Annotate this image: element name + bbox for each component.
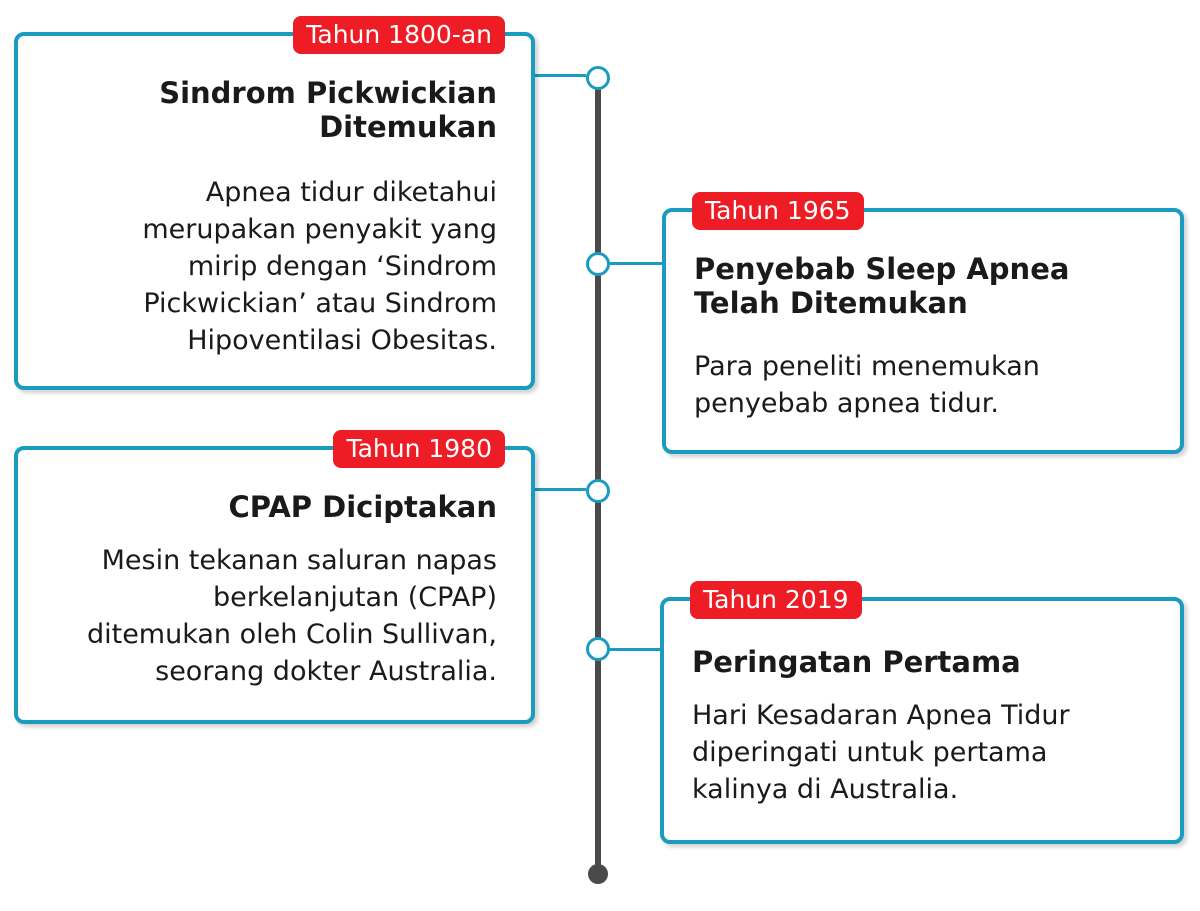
connector-1800an (531, 74, 586, 77)
event-title-line: Sindrom Pickwickian (159, 76, 497, 110)
event-card-1965 (662, 196, 1184, 454)
timeline-node-1800an (586, 66, 610, 90)
event-title (692, 645, 1021, 679)
event-desc-line: merupakan penyakit yang (142, 214, 497, 245)
event-description (692, 697, 1070, 808)
year-badge: Tahun 1965 (692, 192, 864, 230)
event-title-line: Peringatan Pertama (692, 645, 1021, 679)
timeline-node-1965 (586, 252, 610, 276)
year-badge: Tahun 1800-an (293, 16, 505, 54)
event-desc-line: Pickwickian’ atau Sindrom (143, 288, 497, 319)
event-title-line: Penyebab Sleep Apnea (694, 252, 1070, 286)
connector-2019 (606, 648, 666, 651)
event-card-2019 (660, 585, 1184, 844)
event-description (694, 348, 1040, 422)
event-card-1800an (14, 20, 535, 390)
event-desc-line: ditemukan oleh Colin Sullivan, (86, 619, 497, 650)
event-desc-line: mirip dengan ‘Sindrom (187, 251, 497, 282)
event-desc-line: Apnea tidur diketahui (205, 177, 497, 208)
event-title-line: CPAP Diciptakan (228, 490, 497, 524)
event-desc-line: Mesin tekanan saluran napas (101, 545, 497, 576)
timeline-node-1980 (586, 479, 610, 503)
event-title-line: Ditemukan (319, 110, 497, 144)
event-card-1980 (14, 434, 535, 724)
event-desc-line: penyebab apnea tidur. (694, 388, 999, 419)
event-desc-line: seorang dokter Australia. (155, 656, 497, 687)
event-title (159, 76, 497, 144)
event-desc-line: Hari Kesadaran Apnea Tidur (692, 700, 1070, 731)
year-badge: Tahun 1980 (333, 430, 505, 468)
event-description (87, 542, 497, 690)
event-title-line: Telah Ditemukan (694, 286, 968, 320)
event-title (228, 490, 497, 524)
year-badge: Tahun 2019 (690, 581, 862, 619)
event-desc-line: Hipoventilasi Obesitas. (187, 325, 497, 356)
connector-1980 (531, 488, 586, 491)
timeline-node-2019 (586, 637, 610, 661)
event-desc-line: berkelanjutan (CPAP) (213, 582, 497, 613)
event-description (142, 174, 497, 359)
event-desc-line: diperingati untuk pertama (692, 737, 1048, 768)
event-desc-line: kalinya di Australia. (692, 774, 959, 805)
timeline-end-dot (588, 864, 608, 884)
connector-1965 (606, 262, 666, 265)
event-title (694, 252, 1069, 320)
event-desc-line: Para peneliti menemukan (694, 351, 1040, 382)
timeline-axis (595, 80, 601, 875)
